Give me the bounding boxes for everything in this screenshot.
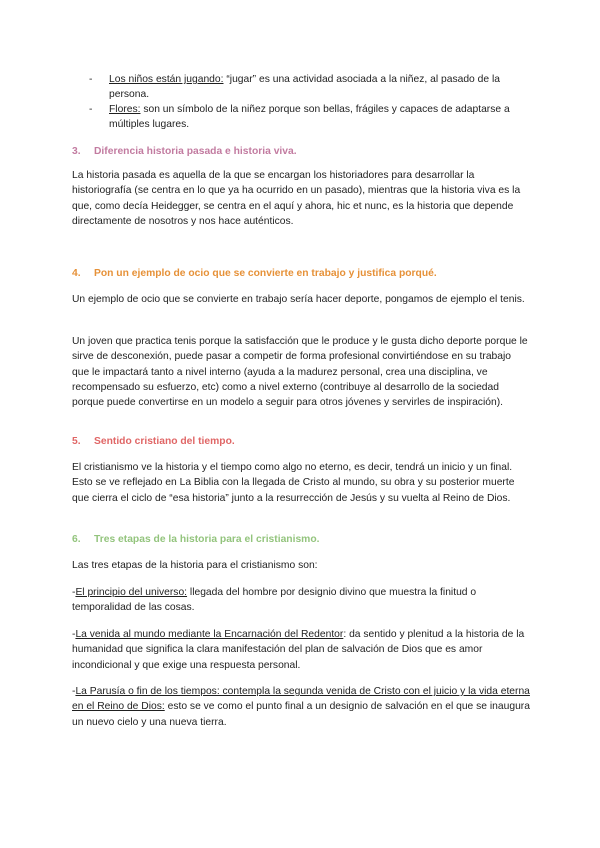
etapa-2-term: La venida al mundo mediante la Encarnación del Redentor [75, 629, 344, 640]
section-heading-5: 5. Sentido cristiano del tiempo. [72, 436, 235, 447]
bullet-item: - Los niños están jugando: “jugar” es una actividad asociada a la niñez, al pasado de la persona. [89, 74, 500, 101]
section-heading-6: 6. Tres etapas de la historia para el cristianismo. [72, 534, 320, 545]
bullet-text: “jugar” es una actividad asociada a la niñez, al pasado de la persona. [109, 74, 500, 101]
etapa-3: -La Parusía o fin de los tiempos: contempla la segunda venida de Cristo con el juicio y la vida eterna en el Reino de Dios: esto se ve como el punto final a un designio de salvación en el que se inaugura un nuevo cielo y una nueva tierra. [72, 686, 530, 728]
etapa-1: -El principio del universo: llegada del hombre por designio divino que muestra la finitud o temporalidad de las cosas. [72, 587, 477, 614]
paragraph-etapas-intro: Las tres etapas de la historia para el cristianismo son: [72, 560, 318, 571]
paragraph-ocio-tenis: Un joven que practica tenis porque la satisfacción que le produce y le gusta dicho deporte porque le sirve de desconexión, puede pasar a competir de forma profesional convirtiéndose en su trabajo que le impactará tanto a nivel interno (ayuda a la madurez personal, crea una disciplina, ve recompensado su esfuerzo, etc) como a nivel externo (contribuye al desarrollo de la sociedad porque puede convertirse en un modelo a seguir para otros jóvenes y servirles de inspiración). [72, 336, 528, 409]
etapa-3-term: La Parusía o fin de los tiempos: contempla la segunda venida de Cristo con el juicio y la vida eterna en el Reino de Dios: [72, 686, 530, 713]
section-heading-3: 3. Diferencia historia pasada e historia viva. [72, 146, 297, 157]
bullet-text: son un símbolo de la niñez porque son bellas, frágiles y capaces de adaptarse a múltiples lugares. [109, 104, 510, 131]
section-heading-4: 4. Pon un ejemplo de ocio que se convierte en trabajo y justifica porqué. [72, 268, 437, 279]
etapa-3-text: esto se ve como el punto final a un designio de salvación en el que se inaugura un nuevo cielo y una nueva tierra. [72, 701, 530, 728]
etapa-1-term: El principio del universo: [75, 587, 188, 598]
etapa-1-text: llegada del hombre por designio divino que muestra la finitud o temporalidad de las cosas. [72, 587, 477, 614]
etapa-2-text: : da sentido y plenitud a la historia de la humanidad que significa la clara manifestación del plan de salvación de Dios que es amor incondicional y que exige una respuesta personal. [72, 629, 525, 671]
paragraph-historia: La historia pasada es aquella de la que se encargan los historiadores para desarrollar la historiografía (se centra en lo que ya ha ocurrido en un pasado), mientras que la historia viva es la que, como decía Heidegger, se centra en el aquí y ahora, hic et nunc, es la historia que depende directamente de nosotros y nos hace auténticos. [72, 170, 521, 227]
bullet-item: - Flores: son un símbolo de la niñez porque son bellas, frágiles y capaces de adaptarse a múltiples lugares. [89, 104, 510, 131]
bullet-term: Los niños están jugando: [109, 74, 224, 85]
etapa-2: -La venida al mundo mediante la Encarnación del Redentor: da sentido y plenitud a la historia de la humanidad que significa la clara manifestación del plan de salvación de Dios que es amor incondicional y que exige una respuesta personal. [72, 629, 525, 671]
bullet-term: Flores: [109, 104, 141, 115]
paragraph-sentido-cristiano: El cristianismo ve la historia y el tiempo como algo no eterno, es decir, tendrá un inicio y un final. Esto se ve reflejado en La Biblia con la llegada de Cristo al mundo, su obra y su posterior muerte que cierra el ciclo de “esa historia” junto a la resurrección de Jesús y su vuelta al Reino de Dios. [72, 462, 515, 504]
paragraph-ocio-intro: Un ejemplo de ocio que se convierte en trabajo sería hacer deporte, pongamos de ejemplo el tenis. [72, 294, 525, 305]
